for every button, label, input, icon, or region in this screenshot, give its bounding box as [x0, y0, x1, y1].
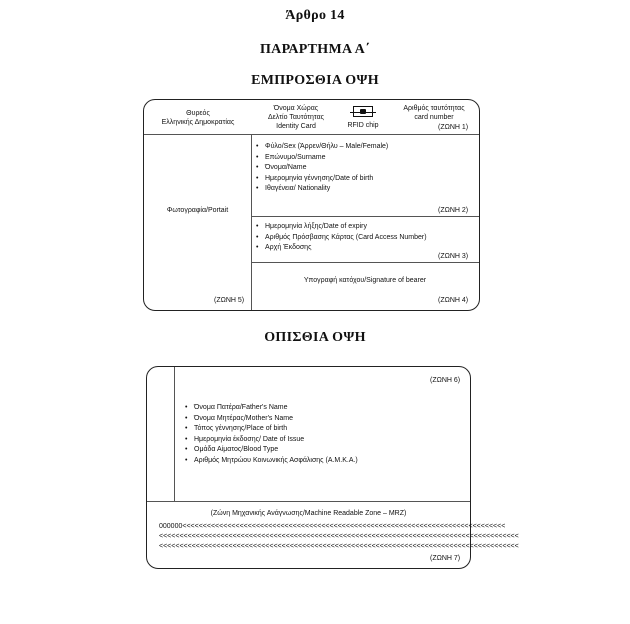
front-heading: ΕΜΠΡΟΣΘΙΑ ΟΨΗ [251, 73, 379, 88]
list-item: • Ομάδα Αίματος/Blood Type [185, 445, 358, 456]
zone3-divider [251, 262, 479, 263]
card-number-line-1: Αριθμός ταυτότητας [403, 105, 465, 112]
emblem-line-2: Ελληνικής Δημοκρατίας [161, 119, 235, 126]
zone5-label: (ΖΩΝΗ 5) [214, 297, 245, 304]
mrz-title: (Ζώνη Μηχανικής Ανάγνωσης/Machine Readable Zone – MRZ) [210, 510, 407, 517]
list-item: • Τόπος γέννησης/Place of birth [185, 424, 358, 435]
list-item: • Όνομα/Name [256, 163, 388, 174]
list-item: • Επώνυμο/Surname [256, 153, 388, 164]
back-card [146, 366, 519, 569]
zone4-label: (ΖΩΝΗ 4) [438, 297, 469, 304]
rfid-chip-icon [353, 106, 373, 117]
emblem-line-1: Θυρεός [186, 110, 210, 117]
list-item: • Αριθμός Μητρώου Κοινωνικής Ασφάλισης (Α.Μ.Κ.Α.) [185, 456, 358, 467]
list-item: • Ημερομηνία λήξης/Date of expiry [256, 222, 427, 233]
zone2-divider [251, 216, 479, 217]
article-title: Άρθρο 14 [285, 8, 345, 23]
list-item: • Ιθαγένεια/ Nationality [256, 184, 388, 195]
mrz-line-1: 000000<<<<<<<<<<<<<<<<<<<<<<<<<<<<<<<<<<<<<<<<<<<<<<<<<<<<<<<<<<<<<<<<<<<<<<<<<<<<<<< [159, 523, 506, 530]
emblem-label [146, 109, 250, 127]
annex-title: ΠΑΡΑΡΤΗΜΑ Α΄ [259, 42, 371, 57]
country-label [248, 104, 344, 131]
zone6-label: (ΖΩΝΗ 6) [430, 377, 461, 384]
zone3-label: (ΖΩΝΗ 3) [438, 253, 469, 260]
zone7-label: (ΖΩΝΗ 7) [430, 555, 461, 562]
card-number-line-2: card number [414, 114, 454, 121]
zone1-label: (ΖΩΝΗ 1) [438, 124, 469, 131]
signature-label: Υπογραφή κατόχου/Signature of bearer [303, 277, 427, 284]
list-item: • Ημερομηνία έκδοσης/ Date of Issue [185, 435, 358, 446]
zone3-list [256, 222, 427, 254]
rfid-chip-label: RFID chip [347, 122, 379, 129]
back-left-divider [174, 367, 175, 501]
list-item: • Αρχή Έκδοσης [256, 243, 427, 254]
mrz-line-2: <<<<<<<<<<<<<<<<<<<<<<<<<<<<<<<<<<<<<<<<<<<<<<<<<<<<<<<<<<<<<<<<<<<<<<<<<<<<<<<<<<<<<<<< [159, 533, 519, 540]
zone1-divider [144, 134, 479, 135]
list-item: • Φύλο/Sex (Άρρεν/Θήλυ – Male/Female) [256, 142, 388, 153]
list-item: • Όνομα Πατέρα/Father's Name [185, 403, 358, 414]
zone2-label: (ΖΩΝΗ 2) [438, 207, 469, 214]
mrz-divider [147, 501, 470, 502]
list-item: • Ημερομηνία γέννησης/Date of birth [256, 174, 388, 185]
list-item: • Αριθμός Πρόσβασης Κάρτας (Card Access Number) [256, 233, 427, 244]
zone2-list [256, 142, 388, 195]
mrz-line-3: <<<<<<<<<<<<<<<<<<<<<<<<<<<<<<<<<<<<<<<<<<<<<<<<<<<<<<<<<<<<<<<<<<<<<<<<<<<<<<<<<<<<<<<< [159, 543, 519, 550]
list-item: • Όνομα Μητέρας/Mother's Name [185, 414, 358, 425]
photo-label: Φωτογραφία/Portait [166, 207, 229, 214]
country-line-3: Identity Card [276, 123, 316, 130]
zone6-list [185, 403, 358, 466]
country-line-1: Όνομα Χώρας [273, 105, 319, 112]
back-heading: ΟΠΙΣΘΙΑ ΟΨΗ [264, 330, 366, 345]
front-card [143, 99, 480, 311]
card-number-label [392, 104, 476, 122]
country-line-2: Δελτίο Ταυτότητας [267, 114, 324, 121]
chip-dot [360, 109, 366, 114]
